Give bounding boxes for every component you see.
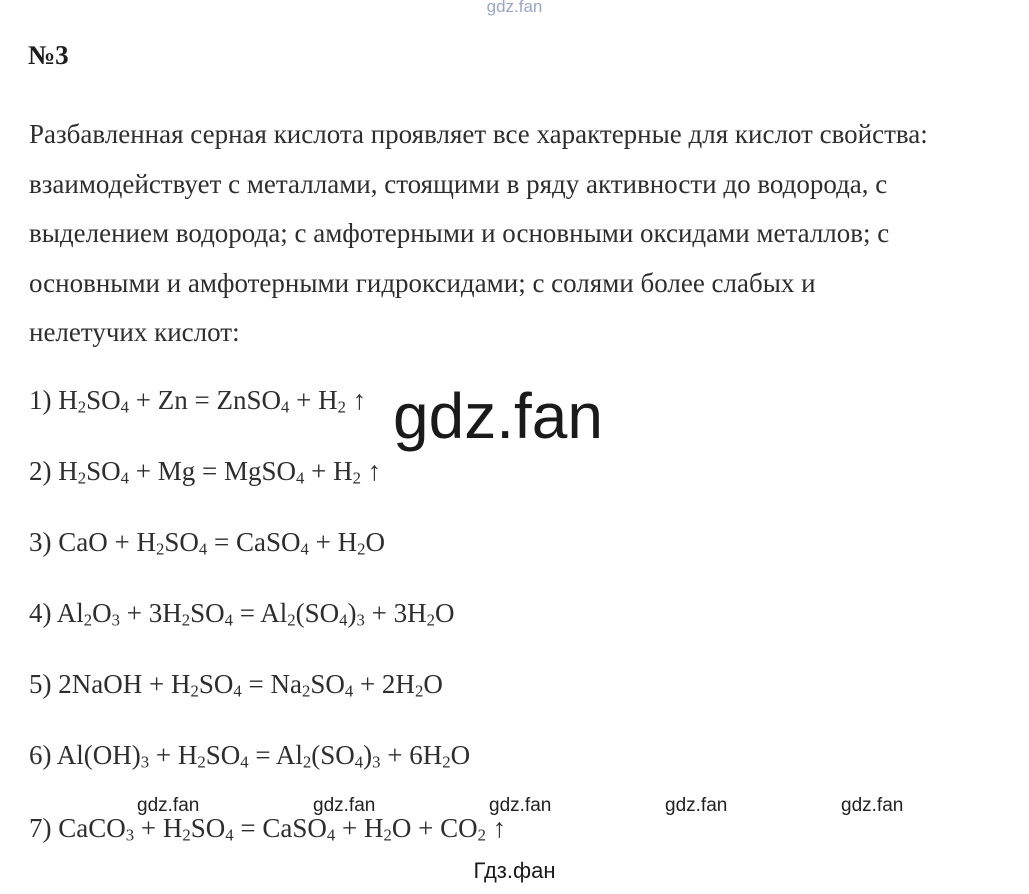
equation-6: 6) $Al(OH)_3 + H_2SO_4 = Al_2(SO_4)_3 + 6H_2O$ — [29, 740, 471, 772]
bottom-watermark: Гдз.фан — [473, 858, 556, 883]
equation-5: 5) 2NaOH + $H_2SO_4 = Na_2SO_4 + 2H_2O$ — [29, 669, 443, 701]
row-watermark: gdz.fan — [489, 795, 552, 816]
paragraph-line: основными и амфотерными гидроксидами; с солями более слабых и — [29, 267, 816, 298]
paragraph-line: выделением водорода; с амфотерными и основными оксидами металлов; с — [29, 218, 890, 248]
paragraph-line: взаимодействует с металлами, стоящими в ряду активности до водорода, с — [29, 168, 888, 199]
paragraph-line: нелетучих кислот: — [29, 317, 240, 347]
task-number-heading: №3 — [28, 40, 69, 70]
equation-7: 7) CaCO$_3$ + $H_2SO_4$ = CaSO$_4$ + $H_2O + CO_2$ ↑ — [29, 813, 507, 845]
center-watermark: gdz.fan — [393, 380, 603, 452]
top-watermark: gdz.fan — [486, 0, 543, 16]
row-watermark: gdz.fan — [137, 795, 200, 816]
paragraph-line: Разбавленная серная кислота проявляет все характерные для кислот свойства: — [29, 119, 928, 149]
row-watermark: gdz.fan — [313, 795, 376, 816]
equation-2: 2) $H_2SO_4 + Mg$ = MgSO$_4$ + $H_2$ ↑ — [29, 456, 382, 488]
row-watermark: gdz.fan — [841, 795, 904, 816]
description-paragraph — [29, 110, 1019, 358]
row-watermark: gdz.fan — [665, 795, 728, 816]
equation-1: 1) $H_2SO_4 + Zn$ = ZnSO$_4$ + $H_2$ ↑ — [29, 385, 367, 417]
equation-4: 4) $Al_2O_3 + 3H_2SO_4 = Al_2(SO_4)_3 + 3H_2O$ — [29, 598, 455, 630]
equation-3: 3) CaO + $H_2SO_4$ = CaSO$_4$ + $H_2O$ — [29, 527, 385, 559]
